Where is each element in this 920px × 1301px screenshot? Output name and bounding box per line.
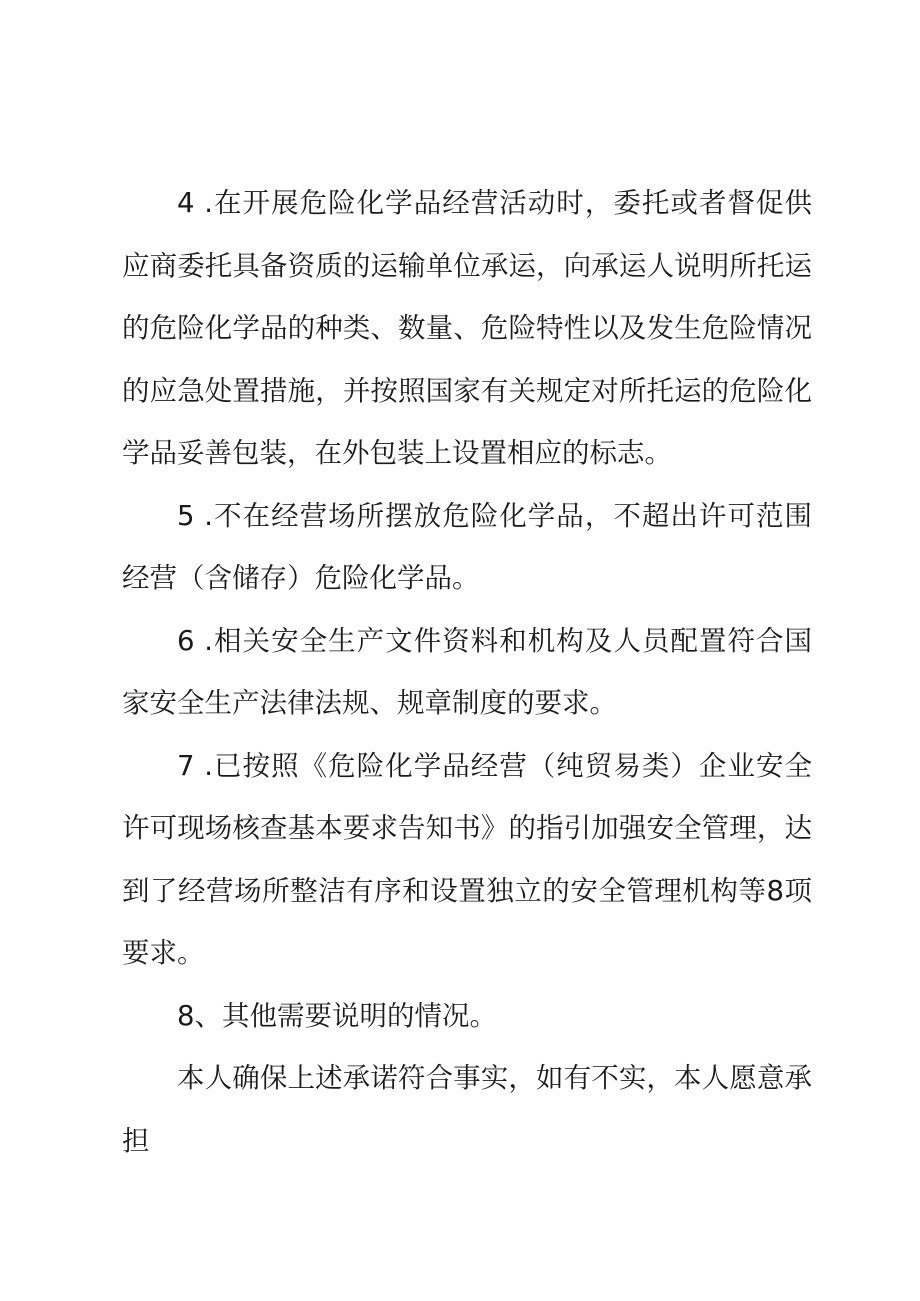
paragraph-item-5: 5 .不在经营场所摆放危险化学品，不超出许可范围经营（含储存）危险化学品。 — [122, 499, 812, 594]
paragraph-item-6: 6 .相关安全生产文件资料和机构及人员配置符合国家安全生产法律法规、规章制度的要求。 — [122, 624, 812, 719]
paragraph-item-7: 7 .已按照《危险化学品经营（纯贸易类）企业安全许可现场核查基本要求告知书》的指引加强安全管理，达到了经营场所整洁有序和设置独立的安全管理机构等8项要求。 — [122, 749, 812, 969]
paragraph-commitment: 本人确保上述承诺符合事实，如有不实，本人愿意承担 — [122, 1062, 812, 1157]
document-body — [122, 172, 812, 1172]
paragraph-item-8: 8、其他需要说明的情况。 — [177, 999, 497, 1032]
paragraph-item-4: 4 .在开展危险化学品经营活动时，委托或者督促供应商委托具备资质的运输单位承运，向承运人说明所托运的危险化学品的种类、数量、危险特性以及发生危险情况的应急处置措施，并按照国家有关规定对所托运的危险化学品妥善包装，在外包装上设置相应的标志。 — [122, 187, 812, 469]
